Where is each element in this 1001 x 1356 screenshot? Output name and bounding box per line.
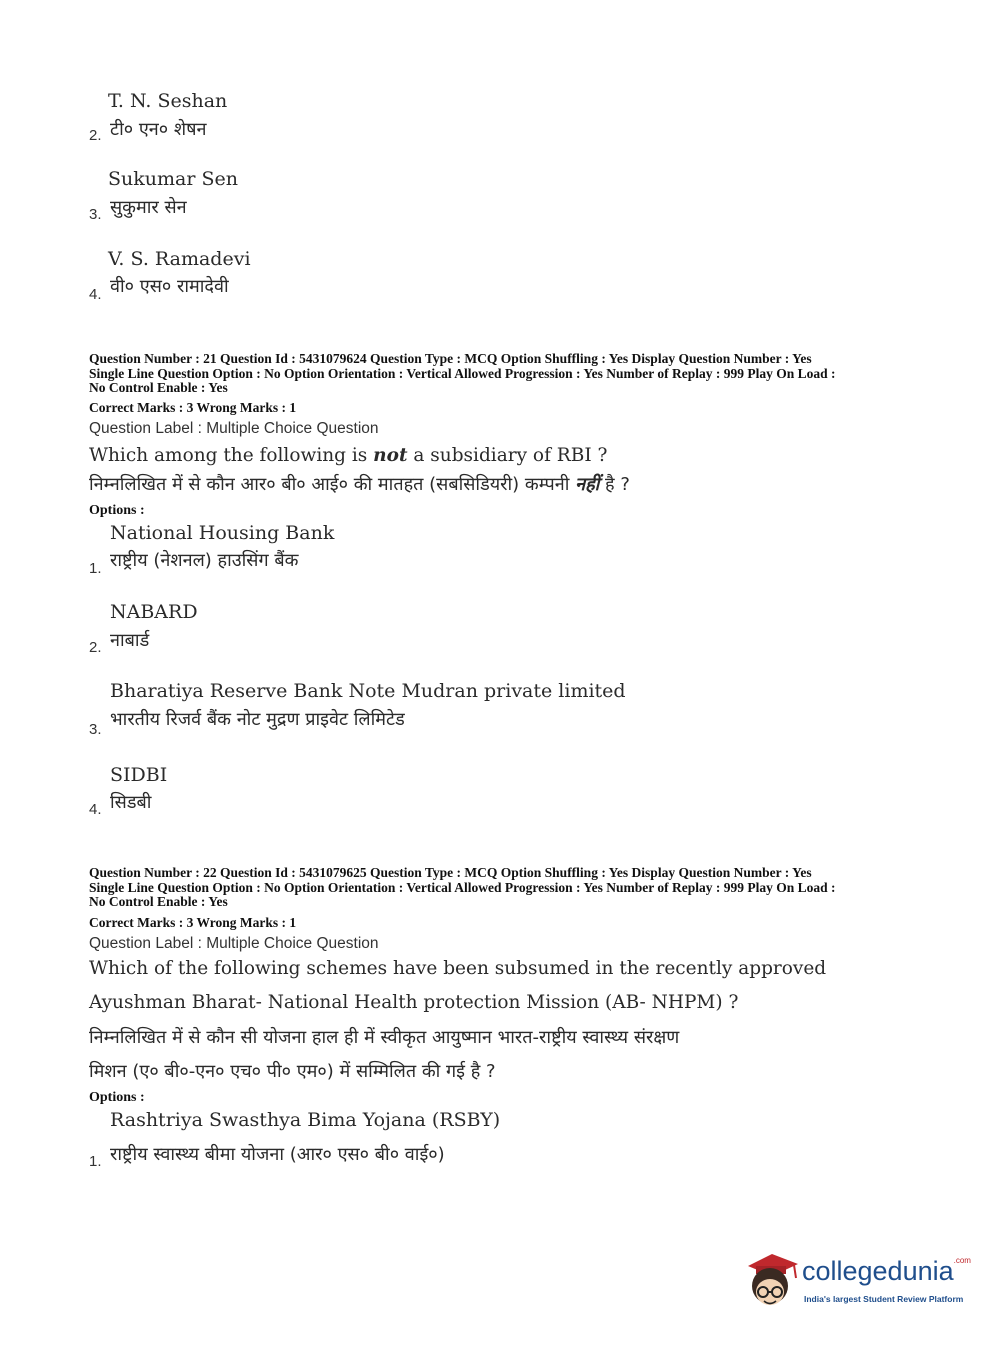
prev-option-3-hindi: सुकुमार सेन (110, 197, 187, 218)
q22-option-1-number: 1. (89, 1153, 102, 1170)
prev-option-2-number: 2. (89, 127, 102, 144)
prev-option-4-hindi: वी० एस० रामादेवी (110, 276, 229, 297)
prev-option-4-english: V. S. Ramadevi (108, 248, 251, 270)
q21-option-3-hindi: भारतीय रिजर्व बैंक नोट मुद्रण प्राइवेट लिमिटेड (110, 709, 405, 730)
logo-tagline: India's largest Student Review Platform (804, 1294, 964, 1304)
q21-marks: Correct Marks : 3 Wrong Marks : 1 (89, 400, 297, 415)
prev-option-2-english: T. N. Seshan (108, 90, 228, 112)
q22-options-heading: Options : (89, 1090, 145, 1105)
mascot-icon (742, 1252, 800, 1312)
prev-option-2-hindi: टी० एन० शेषन (110, 119, 207, 140)
q22-marks: Correct Marks : 3 Wrong Marks : 1 (89, 915, 297, 930)
q22-meta-line-1: Question Number : 22 Question Id : 5431079625 Question Type : MCQ Option Shuffling : Yes Display Question Number : Yes (89, 865, 812, 880)
q21-question-label: Question Label : Multiple Choice Question (89, 420, 379, 437)
q21-options-heading: Options : (89, 503, 145, 518)
q22-question-hindi-line-2: मिशन (ए० बी०-एन० एच० पी० एम०) में सम्मिलित की गई है ? (89, 1061, 496, 1082)
q21-option-2-number: 2. (89, 639, 102, 656)
q21-option-4-english: SIDBI (110, 764, 168, 786)
q21-option-2-english: NABARD (110, 601, 198, 623)
q22-question-english-line-2: Ayushman Bharat- National Health protection Mission (AB- NHPM) ? (89, 992, 739, 1013)
prev-option-3-number: 3. (89, 206, 102, 223)
q21-question-hindi: निम्नलिखित में से कौन आर० बी० आई० की मातहत (सबसिडियरी) कम्पनी नहीं है ? (89, 474, 630, 495)
q22-meta-line-2: Single Line Question Option : No Option Orientation : Vertical Allowed Progression : Yes Number of Replay : 999 Play On Load : (89, 880, 836, 895)
prev-option-4-number: 4. (89, 286, 102, 303)
logo-wordmark: collegedunia$^{.com}$ (802, 1256, 971, 1286)
q21-option-1-hindi: राष्ट्रीय (नेशनल) हाउसिंग बैंक (110, 550, 299, 571)
q22-meta-line-3: No Control Enable : Yes (89, 894, 228, 909)
q21-meta-line-1: Question Number : 21 Question Id : 5431079624 Question Type : MCQ Option Shuffling : Yes Display Question Number : Yes (89, 351, 812, 366)
collegedunia-logo[interactable] (742, 1252, 972, 1314)
q21-meta-line-2: Single Line Question Option : No Option Orientation : Vertical Allowed Progression : Yes Number of Replay : 999 Play On Load : (89, 366, 836, 381)
q21-option-1-number: 1. (89, 560, 102, 577)
q22-question-label: Question Label : Multiple Choice Question (89, 935, 379, 952)
q21-meta-line-3: No Control Enable : Yes (89, 380, 228, 395)
q21-option-4-number: 4. (89, 801, 102, 818)
q22-option-1-hindi: राष्ट्रीय स्वास्थ्य बीमा योजना (आर० एस० बी० वाई०) (110, 1144, 445, 1165)
q22-question-english-line-1: Which of the following schemes have been subsumed in the recently approved (89, 958, 827, 979)
q22-option-1-english: Rashtriya Swasthya Bima Yojana (RSBY) (110, 1109, 501, 1131)
q21-option-3-english: Bharatiya Reserve Bank Note Mudran private limited (110, 680, 626, 702)
prev-option-3-english: Sukumar Sen (108, 168, 238, 190)
q22-question-hindi-line-1: निम्नलिखित में से कौन सी योजना हाल ही में स्वीकृत आयुष्मान भारत-राष्ट्रीय स्वास्थ्य संरक्षण (89, 1027, 680, 1048)
q21-option-3-number: 3. (89, 721, 102, 738)
q21-option-1-english: National Housing Bank (110, 522, 335, 544)
q21-option-4-hindi: सिडबी (110, 792, 152, 813)
q21-option-2-hindi: नाबार्ड (110, 630, 150, 651)
q21-question-english: Which among the following is not a subsidiary of RBI ? (89, 445, 608, 466)
